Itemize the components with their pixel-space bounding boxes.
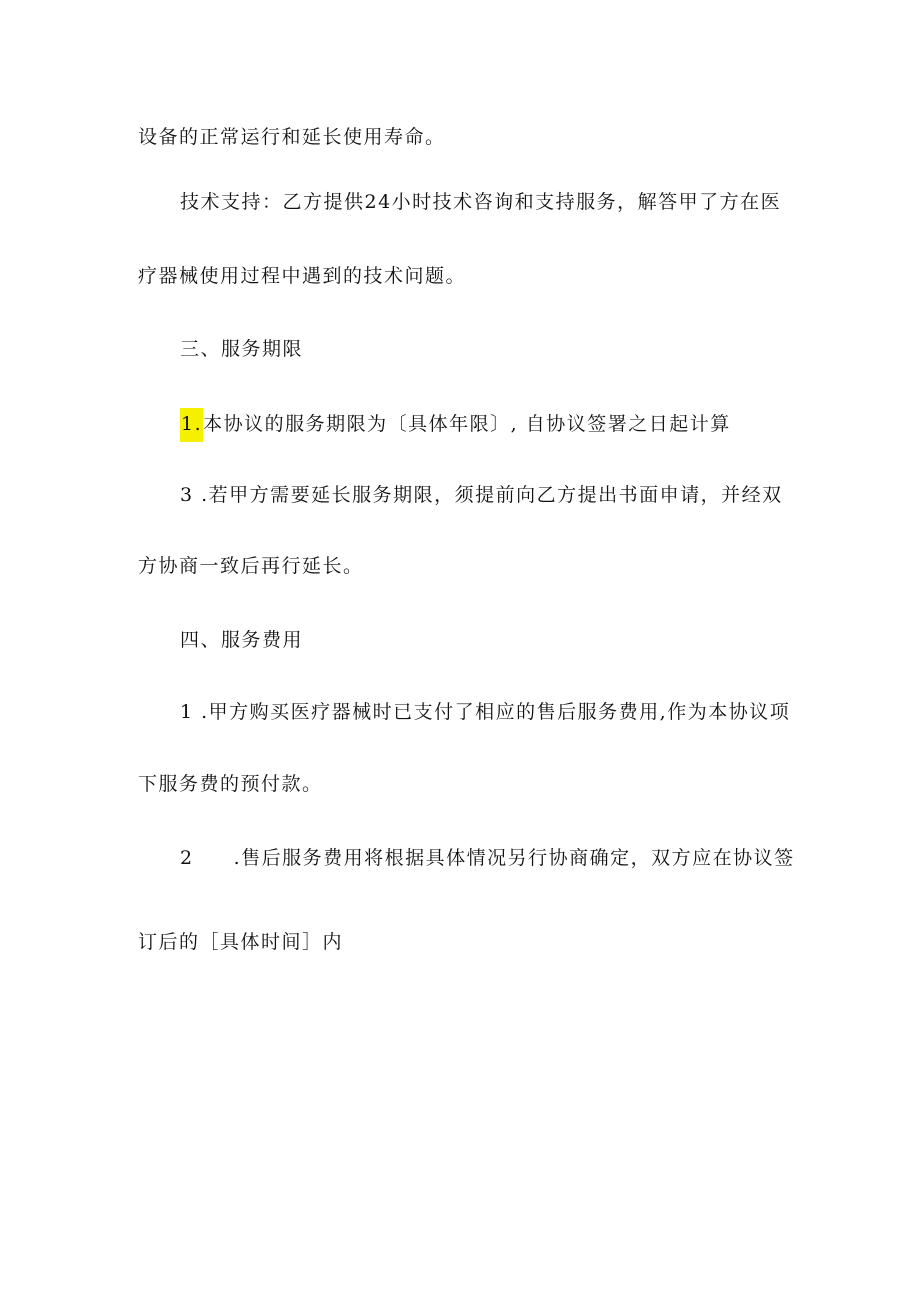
paragraph-line: [180, 846, 795, 870]
paragraph-line: 3 .若甲方需要延长服务期限，须提前向乙方提出书面申请，并经双: [180, 484, 783, 506]
paragraph-line: 下服务费的预付款。: [138, 773, 323, 795]
paragraph-line: 1 .甲方购买医疗器械时已支付了相应的售后服务费用,作为本协议项: [180, 701, 791, 723]
section-heading: 三、服务期限: [180, 338, 304, 360]
highlighted-marker: 1.: [180, 408, 203, 442]
paragraph-line: 订后的［具体时间］内: [138, 931, 344, 953]
paragraph-text: .售后服务费用将根据具体情况另行协商确定，双方应在协议签: [233, 847, 795, 869]
paragraph-text: 本协议的服务期限为〔具体年限〕, 自协议签署之日起计算: [203, 413, 731, 435]
item-number: 2: [180, 847, 194, 869]
paragraph-line: 设备的正常运行和延长使用寿命。: [138, 126, 446, 148]
paragraph-line: 方协商一致后再行延长。: [138, 555, 364, 577]
paragraph-line: [180, 408, 731, 442]
paragraph-line: 疗器械使用过程中遇到的技术问题。: [138, 265, 467, 287]
section-heading: 四、服务费用: [180, 629, 304, 651]
paragraph-line: 技术支持：乙方提供24小时技术咨询和支持服务，解答甲了方在医: [180, 191, 782, 213]
